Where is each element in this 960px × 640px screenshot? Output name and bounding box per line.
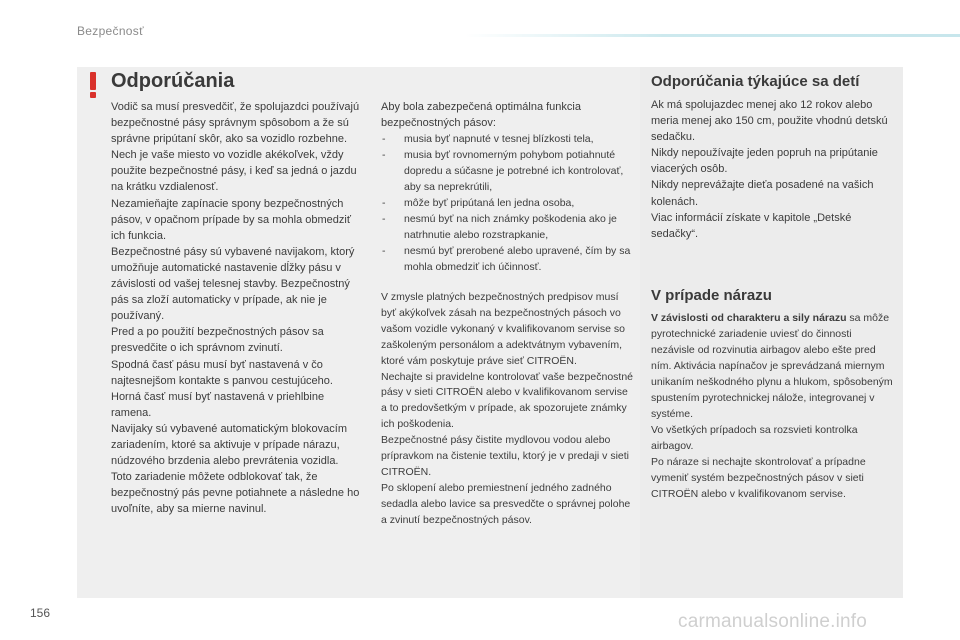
paragraph: Horná časť musí byť nastavená v priehlbine ramena. <box>111 390 325 419</box>
paragraph: Nikdy neprevážajte dieťa posadené na vašich kolenách. <box>651 179 874 208</box>
header-rule <box>465 34 960 37</box>
paragraph: Nechajte si pravidelne kontrolovať vaše bezpečnostné pásy v sieti CITROËN alebo v kvalifikovanom servise a to predovšetkým v prípade, ak spozorujete známky ich poškodenia. <box>381 370 634 431</box>
column-2-maintenance <box>381 290 633 529</box>
paragraph: Viac informácií získate v kapitole „Detské sedačky“. <box>651 211 852 240</box>
children-recommendations-title: Odporúčania týkajúce sa detí <box>651 73 860 90</box>
list-item: - nesmú byť prerobené alebo upravené, čím by sa mohla obmedziť ich účinnosť. <box>381 243 631 275</box>
column-3 <box>651 97 896 242</box>
paragraph: Nikdy nepoužívajte jeden popruh na pripútanie viacerých osôb. <box>651 147 878 176</box>
paragraph: Bezpečnostné pásy čistite mydlovou vodou alebo prípravkom na čistenie textilu, ktorý je v predaji v sieti CITROËN. <box>381 434 630 478</box>
paragraph: Po sklopení alebo premiestnení jedného zadného sedadla alebo lavice sa presvedčte o správnej polohe a zvinutí bezpečnostných pásov. <box>381 481 631 526</box>
list-item: - musia byť rovnomerným pohybom potiahnuté dopredu a súčasne je potrebné ich kontrolovať, aby sa neprekrútili, <box>381 147 631 195</box>
watermark: carmanualsonline.info <box>678 611 868 632</box>
paragraph: Nech je vaše miesto vo vozidle akékoľvek, vždy použite bezpečnostné pásy, i keď sa jedná o jazdu na krátku vzdialenosť. <box>111 149 357 194</box>
header-section-title: Bezpečnosť <box>77 24 144 38</box>
paragraph: Ak má spolujazdec menej ako 12 rokov alebo meria menej ako 150 cm, použite vhodnú detskú sedačku. <box>651 99 888 144</box>
paragraph: Bezpečnostné pásy sú vybavené navijakom, ktorý umožňuje automatické nastavenie dĺžky pásu v závislosti od vašej telesnej stavby. Bezpečnostný pás sa zloží automaticky v prípade, ak nie je používaný. <box>111 245 355 323</box>
column-2 <box>381 99 631 275</box>
paragraph: Pred a po použití bezpečnostných pásov sa presvedčite o ich správnom zvinutí. <box>111 326 324 355</box>
warning-icon <box>86 72 100 98</box>
paragraph <box>651 310 896 422</box>
paragraph: Navijaky sú vybavené automatickým blokovacím zariadením, ktoré sa aktivuje v prípade nárazu, núdzového brzdenia alebo prevrátenia vozidla. Toto zariadenie môžete odblokovať tak, že bezpečnostný pás pevne potiahnete a následne ho uvoľníte, aby sa mierne navinul. <box>111 422 360 516</box>
paragraph-rest: sa môže pyrotechnické zariadenie uviesť do činnosti nezávisle od rozvinutia airbagov alebo ešte pred ním. Aktivácia napínačov je sprevádzaná miernym unikaním neškodného plynu a hlukom, spôsobeným spustením pyrotechnickej nálože, integrovanej v systéme. <box>651 312 893 420</box>
list-item: - môže byť pripútaná len jedna osoba, <box>381 195 631 211</box>
list-intro: Aby bola zabezpečená optimálna funkcia bezpečnostných pásov: <box>381 101 581 130</box>
paragraph: Nezamieňajte zapínacie spony bezpečnostných pásov, v opačnom prípade by sa mohla obmedziť ich funkcia. <box>111 197 351 242</box>
paragraph: V zmysle platných bezpečnostných predpisov musí byť akýkoľvek zásah na bezpečnostných pásoch vo vašom vozidle vykonaný v kvalifikovanom servise so zaškoleným personálom a adektvátnym vybavením, ktoré vám poskytuje práve sieť CITROËN. <box>381 291 625 367</box>
paragraph: Vo všetkých prípadoch sa rozsvieti kontrolka airbagov. <box>651 424 858 452</box>
page-number: 156 <box>30 606 51 620</box>
emphasis: V závislosti od charakteru a sily nárazu <box>651 312 847 324</box>
column-3-impact <box>651 310 896 502</box>
paragraph: Po náraze si nechajte skontrolovať a prípadne vymeniť systém bezpečnostných pásov v sieti CITROËN alebo v kvalifikovanom servise. <box>651 456 866 500</box>
column-1 <box>111 99 361 517</box>
list-item: - musia byť napnuté v tesnej blízkosti tela, <box>381 131 631 147</box>
paragraph: Vodič sa musí presvedčiť, že spolujazdci používajú bezpečnostné pásy správnym spôsobom a že sú správne pripútaní skôr, ako sa vozidlo rozbehne. <box>111 101 360 146</box>
impact-title: V prípade nárazu <box>651 287 772 304</box>
recommendations-title: Odporúčania <box>111 70 235 92</box>
list-item: - nesmú byť na nich známky poškodenia ako je natrhnutie alebo rozstrapkanie, <box>381 211 631 243</box>
paragraph: Spodná časť pásu musí byť nastavená v čo najtesnejšom kontakte s panvou cestujúceho. <box>111 358 333 387</box>
